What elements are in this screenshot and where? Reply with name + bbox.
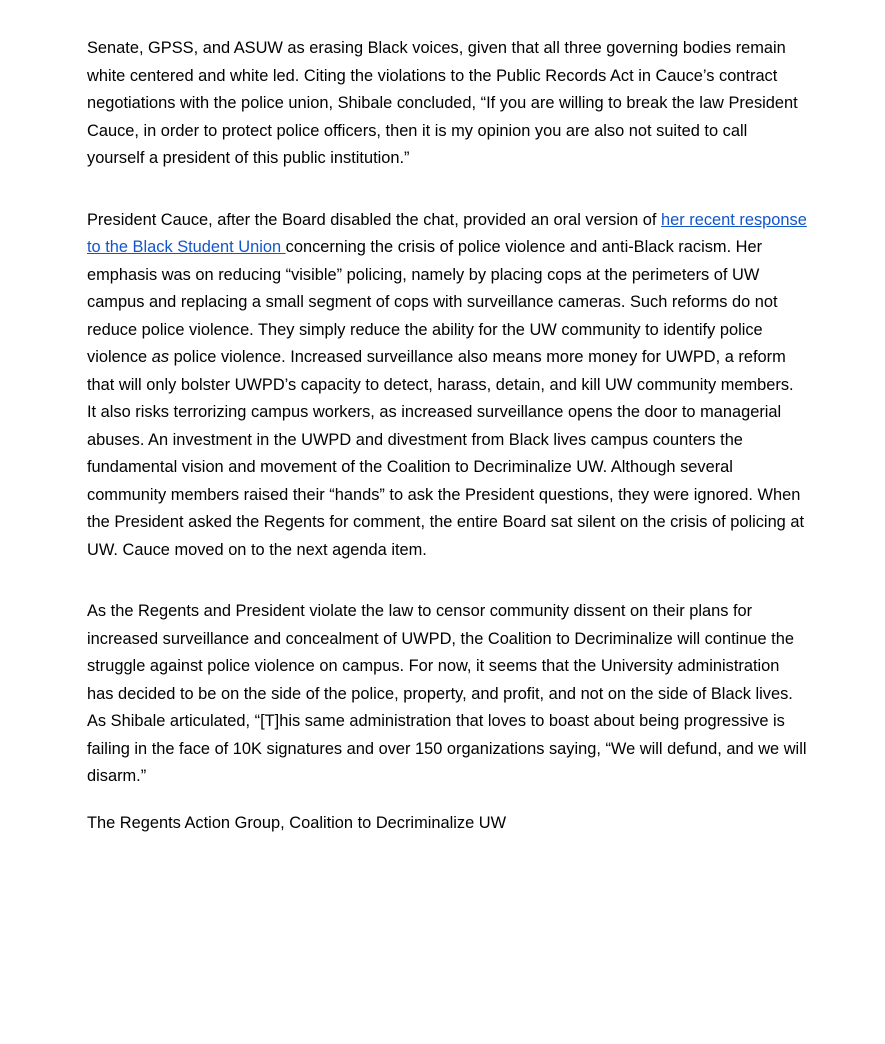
bsu-response-link[interactable]: her recent response to the Black Student Union <box>87 210 807 256</box>
signature-line: The Regents Action Group, Coalition to Decriminalize UW <box>87 813 507 832</box>
emphasis-text: as <box>151 348 170 366</box>
paragraph-text: concerning the crisis of police violence and anti-Black racism. Her emphasis was on reducing “visible” policing, namely by placing cops at the perimeters of UW campus and replacing a small segment of cops with surveillance cameras. Such reforms do not reduce police violence. They simply reduce the ability for the UW community to identify police violence <box>87 238 778 366</box>
paragraph-shibale-statement: Senate, GPSS, and ASUW as erasing Black voices, given that all three governing bodies remain white centered and white led. Citing the violations to the Public Records Act in Cauce’s contract negotiations with the police union, Shibale concluded, “If you are willing to break the law President Cauce, in order to protect police officers, then it is my opinion you are also not suited to call yourself a president of this public institution.” <box>87 39 798 167</box>
paragraph-coalition-continues: As the Regents and President violate the law to censor community dissent on their plans for increased surveillance and concealment of UWPD, the Coalition to Decriminalize will continue the struggle against police violence on campus. For now, it seems that the University administration has decided to be on the side of the police, property, and profit, and not on the side of Black lives. As Shibale articulated, “[T]his same administration that loves to boast about being progressive is failing in the face of 10K signatures and over 150 organizations saying, “We will defund, and we will disarm.” <box>87 602 807 785</box>
document-body <box>87 35 807 837</box>
paragraph-cauce-response <box>87 207 807 565</box>
paragraph-text: police violence. Increased surveillance also means more money for UWPD, a reform that will only bolster UWPD’s capacity to detect, harass, detain, and kill UW community members. It also risks terrorizing campus workers, as increased surveillance opens the door to managerial abuses. An investment in the UWPD and divestment from Black lives campus counters the fundamental vision and movement of the Coalition to Decriminalize UW. Although several community members raised their “hands” to ask the President questions, they were ignored. When the President asked the Regents for comment, the entire Board sat silent on the crisis of policing at UW. Cauce moved on to the next agenda item. <box>87 348 805 559</box>
paragraph-text: President Cauce, after the Board disabled the chat, provided an oral version of <box>87 210 662 229</box>
